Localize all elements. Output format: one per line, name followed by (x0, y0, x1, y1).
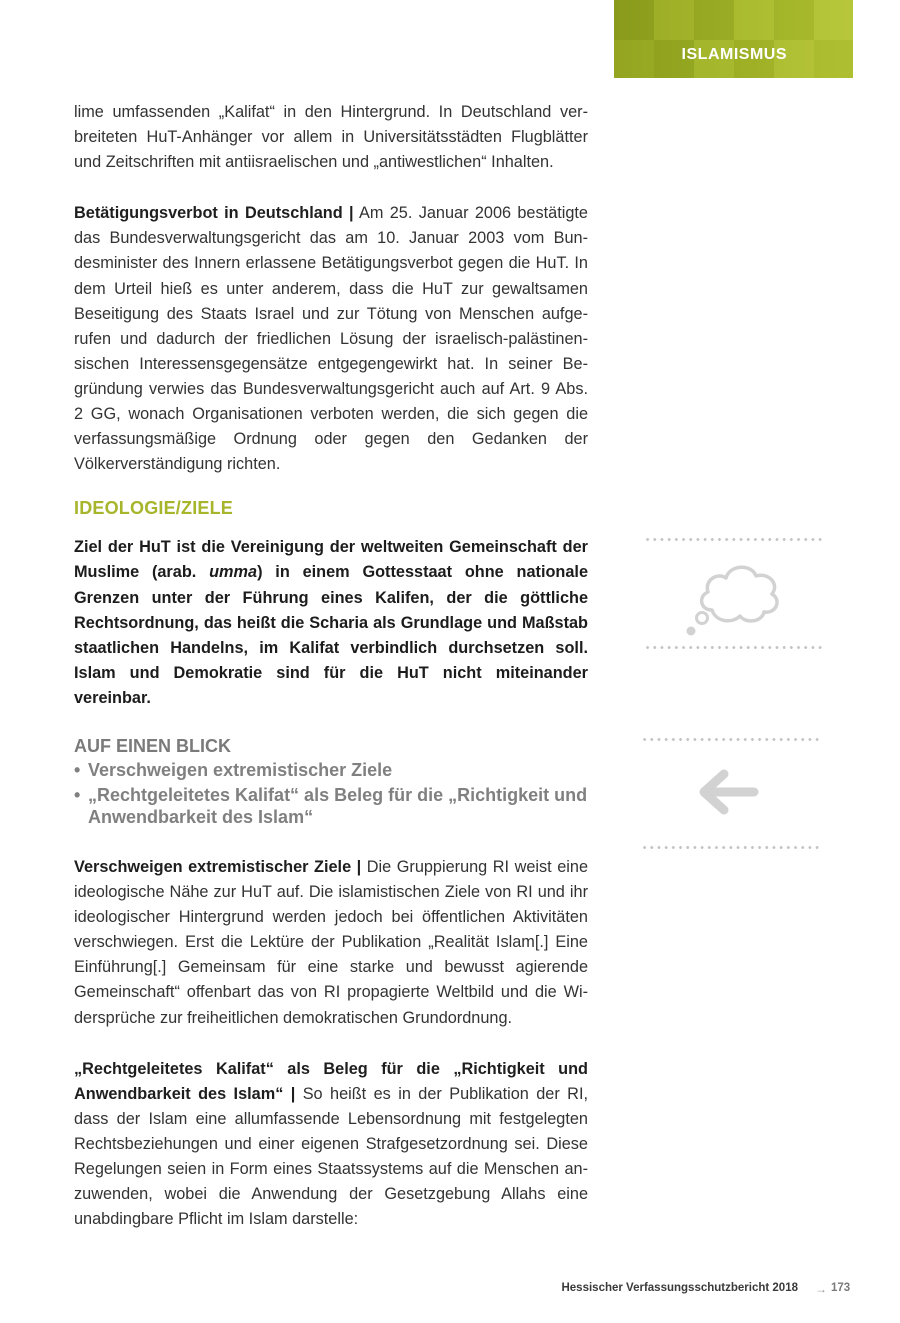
summary-paragraph (74, 535, 588, 711)
page-footer (0, 1282, 900, 1300)
list-item (74, 759, 588, 781)
paragraph-body: Die Gruppierung RI weist eine ideologische Nähe zur HuT auf. Die islamistischen Ziele von RI und ihr ideologischer Hintergrund werden jedoch bei öffentlichen Aktivitäten verschwiegen. Erst die Lektüre der Publikation „Realität Islam[.] Eine Einführung[.] Gemeinsam für eine starke und bewusst agierende Gemeinschaft“ offenbart das von RI propagierte Weltbild und die Widersprüche zur freiheitlichen demokratischen Grundordnung. (74, 857, 588, 1027)
list-item (74, 784, 588, 828)
section-tab (614, 0, 853, 78)
at-a-glance-box (74, 735, 588, 828)
dotted-divider (644, 538, 824, 541)
dotted-divider (641, 846, 821, 849)
section-label: ISLAMISMUS (681, 46, 787, 63)
paragraph-lead: Verschweigen extremistischer Ziele | (74, 857, 362, 876)
paragraph-lead: „Rechtgeleitetes Kalifat“ als Beleg für die „Richtigkeit und Anwendbarkeit des Islam“ | (74, 1059, 588, 1103)
dotted-divider (644, 646, 824, 649)
paragraph-verschweigen (74, 855, 588, 1031)
summary-text: Ziel der HuT ist die Vereinigung der weltweiten Gemeinschaft der Muslime (arab. (74, 538, 588, 582)
section-heading: IDEOLOGIE/ZIELE (74, 498, 234, 519)
summary-text: ) in einem Gottesstaat ohne nationale Grenzen unter der Führung eines Kalifen, der die göttliche Rechtsordnung, das heißt die Scharia als Grundlage und Maßstab staatlichen Handelns, im Kalifat verbindlich durchsetzen soll. Islam und Demokratie sind für die HuT nicht miteinander vereinbar. (74, 563, 588, 707)
bullet-icon: • (74, 784, 81, 805)
main-column (74, 100, 588, 1232)
page-number: 173 (831, 1282, 851, 1294)
paragraph-body: So heißt es in der Publikation der RI, dass der Islam eine allumfassende Lebensordnung mit festgelegten Rechtsbeziehungen und einer eigenen Strafgesetzordnung sei. Diese Regelungen seien in Form eines Staatssystems auf die Menschen anzuwenden, wobei die Anwendung der Gesetzgebung Allahs eine unabdingbare Pflicht im Islam darstelle: (74, 1084, 588, 1229)
dotted-divider (641, 738, 821, 741)
paragraph-body: Am 25. Januar 2006 bestätigte das Bundesverwaltungsgericht das am 10. Januar 2003 vom Bundesminister des Innern erlassene Betätigungsverbot gegen die HuT. In dem Urteil hieß es unter anderem, dass die HuT zur gewaltsamen Beseitigung des Staats Israel und zur Tötung von Menschen aufgerufen und dadurch der friedlichen Lösung der israelisch-palästinensischen Interessensgegensätze entgegengewirkt hat. In seiner Begründung verwies das Bundesverwaltungsgericht auch auf Art. 9 Abs. 2 GG, wonach Organisationen verboten werden, die sich gegen die verfassungsmäßige Ordnung oder gegen den Gedanken der Völkerverständigung richten. (74, 204, 588, 474)
at-a-glance-title: AUF EINEN BLICK (74, 735, 231, 756)
bullet-icon: • (74, 759, 81, 780)
tab-pattern (614, 0, 853, 78)
thought-bubble-icon (682, 552, 786, 638)
arrow-left-icon (694, 766, 760, 818)
paragraph-intro: lime umfassenden „Kalifat“ in den Hintergrund. In Deutschland verbreiteten HuT-Anhänger vor allem in Universitätsstädten Flugblätter und Zeitschriften mit antiisraelischen und „antiwestlichen“ Inhalten. (74, 103, 588, 172)
paragraph-betaetigungsverbot (74, 201, 588, 477)
arrow-right-icon: → (815, 1282, 827, 1296)
paragraph-lead: Betätigungsverbot in Deutschland | (74, 204, 354, 223)
list-item-text: „Rechtgeleitetes Kalifat“ als Beleg für die „Richtigkeit und Anwendbarkeit des Islam“ (88, 784, 588, 827)
footer-title: Hessischer Verfassungsschutzbericht 2018 (561, 1282, 798, 1294)
at-a-glance-list (74, 759, 588, 828)
paragraph-kalifat (74, 1057, 588, 1233)
summary-term: umma (209, 563, 258, 582)
list-item-text: Verschweigen extremistischer Ziele (88, 759, 393, 780)
